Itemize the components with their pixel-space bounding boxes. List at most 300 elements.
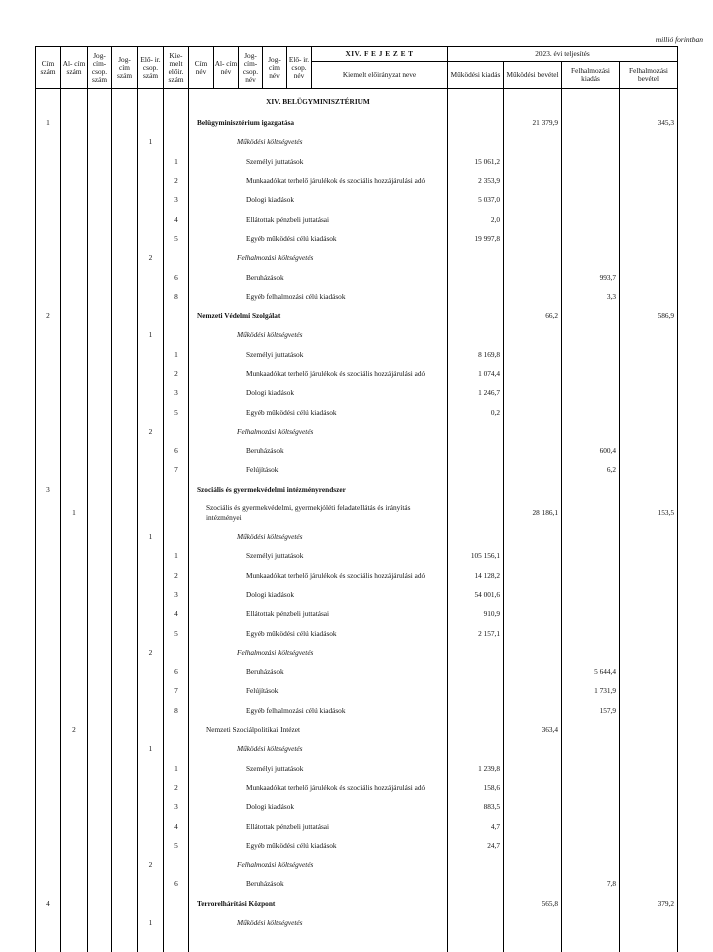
mukodesi-kiadas-value: [448, 499, 504, 527]
felhalmozasi-bevetel-value: [620, 585, 678, 604]
felhalmozasi-bevetel-value: [620, 460, 678, 479]
header-felhalmozasi-bevetel: Felhalmozási bevétel: [620, 62, 678, 89]
eloircsop-number: [138, 546, 164, 565]
eloircsop-number: [138, 797, 164, 816]
felhalmozasi-kiadas-value: 1 731,9: [562, 681, 620, 700]
header-eloircsop-szam: Elő- ir. csop. szám: [138, 47, 164, 89]
mukodesi-bevetel-value: [504, 383, 562, 402]
kiemelt-number: [164, 913, 189, 932]
jogcimcsop-number: [88, 248, 112, 267]
table-row: [36, 422, 678, 441]
mukodesi-bevetel-value: [504, 132, 562, 151]
kiemelt-number: 7: [164, 460, 189, 479]
cim-number: [36, 287, 61, 306]
jogcim-number: [112, 480, 138, 499]
table-row: [36, 874, 678, 893]
header-alcim-szam: Al- cím szám: [61, 47, 88, 89]
cim-number: [36, 527, 61, 546]
felhalmozasi-bevetel-value: [620, 566, 678, 585]
alcim-number: [61, 566, 88, 585]
item-name: Szociális és gyermekvédelmi intézményrendszer: [189, 480, 448, 499]
jogcimcsop-number: [88, 345, 112, 364]
table-row: [36, 836, 678, 855]
item-name: Beruházások: [189, 874, 448, 893]
mukodesi-kiadas-value: 2 353,9: [448, 171, 504, 190]
felhalmozasi-bevetel-value: [620, 778, 678, 797]
table-row: [36, 248, 678, 267]
jogcim-number: [112, 248, 138, 267]
mukodesi-bevetel-value: [504, 460, 562, 479]
felhalmozasi-bevetel-value: [620, 152, 678, 171]
empty-cell: [36, 932, 61, 952]
felhalmozasi-kiadas-value: [562, 190, 620, 209]
felhalmozasi-bevetel-value: [620, 480, 678, 499]
eloircsop-number: [138, 681, 164, 700]
eloircsop-number: [138, 480, 164, 499]
jogcimcsop-number: [88, 643, 112, 662]
jogcim-number: [112, 499, 138, 527]
eloircsop-number: [138, 364, 164, 383]
jogcim-number: [112, 190, 138, 209]
cim-number: [36, 913, 61, 932]
felhalmozasi-kiadas-value: [562, 546, 620, 565]
mukodesi-bevetel-value: [504, 836, 562, 855]
alcim-number: [61, 681, 88, 700]
kiemelt-number: [164, 855, 189, 874]
jogcim-number: [112, 720, 138, 739]
jogcim-number: [112, 855, 138, 874]
alcim-number: [61, 345, 88, 364]
jogcimcsop-number: [88, 383, 112, 402]
alcim-number: [61, 623, 88, 642]
item-name: Munkaadókat terhelő járulékok és szociális hozzájárulási adó: [189, 778, 448, 797]
alcim-number: [61, 480, 88, 499]
table-row-filler: [36, 932, 678, 952]
mukodesi-bevetel-value: 28 186,1: [504, 499, 562, 527]
table-row: [36, 132, 678, 151]
jogcim-number: [112, 836, 138, 855]
jogcimcsop-number: [88, 816, 112, 835]
cim-number: [36, 836, 61, 855]
jogcim-number: [112, 422, 138, 441]
kiemelt-number: 3: [164, 585, 189, 604]
eloircsop-number: [138, 441, 164, 460]
cim-number: [36, 816, 61, 835]
kiemelt-number: [164, 248, 189, 267]
table-row: [36, 267, 678, 286]
mukodesi-kiadas-value: 158,6: [448, 778, 504, 797]
kiemelt-number: [164, 325, 189, 344]
mukodesi-bevetel-value: [504, 855, 562, 874]
kiemelt-number: 6: [164, 441, 189, 460]
eloircsop-number: [138, 113, 164, 132]
felhalmozasi-bevetel-value: [620, 248, 678, 267]
cim-number: [36, 643, 61, 662]
jogcim-number: [112, 345, 138, 364]
alcim-number: [61, 662, 88, 681]
alcim-number: [61, 816, 88, 835]
eloircsop-number: [138, 267, 164, 286]
cim-number: [36, 739, 61, 758]
item-name: Működési költségvetés: [189, 527, 448, 546]
mukodesi-kiadas-value: 883,5: [448, 797, 504, 816]
jogcim-number: [112, 402, 138, 421]
table-header: [36, 47, 678, 89]
jogcim-number: [112, 460, 138, 479]
table-row: [36, 527, 678, 546]
felhalmozasi-kiadas-value: 993,7: [562, 267, 620, 286]
kiemelt-number: 1: [164, 152, 189, 171]
header-mukodesi-bevetel: Működési bevétel: [504, 62, 562, 89]
kiemelt-number: 7: [164, 681, 189, 700]
jogcimcsop-number: [88, 566, 112, 585]
eloircsop-number: [138, 701, 164, 720]
kiemelt-number: 8: [164, 287, 189, 306]
alcim-number: [61, 267, 88, 286]
eloircsop-number: 2: [138, 855, 164, 874]
mukodesi-kiadas-value: 24,7: [448, 836, 504, 855]
eloircsop-number: [138, 89, 164, 114]
jogcimcsop-number: [88, 132, 112, 151]
felhalmozasi-kiadas-value: [562, 797, 620, 816]
jogcimcsop-number: [88, 402, 112, 421]
alcim-number: [61, 874, 88, 893]
felhalmozasi-kiadas-value: [562, 364, 620, 383]
felhalmozasi-kiadas-value: [562, 604, 620, 623]
table-row: [36, 701, 678, 720]
felhalmozasi-bevetel-value: [620, 816, 678, 835]
jogcimcsop-number: [88, 585, 112, 604]
felhalmozasi-kiadas-value: [562, 422, 620, 441]
jogcim-number: [112, 527, 138, 546]
cim-number: [36, 364, 61, 383]
header-jogcimcsop-szam: Jog- cím- csop. szám: [88, 47, 112, 89]
item-name: Nemzeti Védelmi Szolgálat: [189, 306, 448, 325]
item-name: Működési költségvetés: [189, 913, 448, 932]
jogcimcsop-number: [88, 662, 112, 681]
jogcim-number: [112, 152, 138, 171]
felhalmozasi-bevetel-value: 345,3: [620, 113, 678, 132]
item-name: Beruházások: [189, 267, 448, 286]
jogcimcsop-number: [88, 267, 112, 286]
jogcimcsop-number: [88, 855, 112, 874]
kiemelt-number: 1: [164, 759, 189, 778]
cim-number: [36, 681, 61, 700]
felhalmozasi-kiadas-value: 3,3: [562, 287, 620, 306]
item-name: Ellátottak pénzbeli juttatásai: [189, 604, 448, 623]
item-name: XIV. BELÜGYMINISZTÉRIUM: [189, 89, 448, 114]
jogcimcsop-number: [88, 720, 112, 739]
mukodesi-kiadas-value: 14 128,2: [448, 566, 504, 585]
cim-number: [36, 604, 61, 623]
alcim-number: [61, 759, 88, 778]
mukodesi-bevetel-value: [504, 89, 562, 114]
mukodesi-kiadas-value: [448, 894, 504, 913]
eloircsop-number: 1: [138, 325, 164, 344]
item-name: Felújítások: [189, 681, 448, 700]
jogcim-number: [112, 681, 138, 700]
cim-number: [36, 209, 61, 228]
mukodesi-bevetel-value: [504, 267, 562, 286]
felhalmozasi-kiadas-value: [562, 152, 620, 171]
header-jogcim-nev: Jog- cím név: [263, 47, 287, 89]
item-name: Nemzeti Szociálpolitikai Intézet: [189, 720, 448, 739]
empty-cell: [620, 932, 678, 952]
table-row: [36, 643, 678, 662]
mukodesi-kiadas-value: [448, 739, 504, 758]
eloircsop-number: [138, 152, 164, 171]
item-name: Szociális és gyermekvédelmi, gyermekjóléti feladatellátás és irányítás intézményei: [189, 499, 448, 527]
felhalmozasi-kiadas-value: [562, 720, 620, 739]
alcim-number: [61, 229, 88, 248]
item-name: Egyéb működési célú kiadások: [189, 623, 448, 642]
alcim-number: [61, 364, 88, 383]
cim-number: 2: [36, 306, 61, 325]
table-row: [36, 89, 678, 114]
cim-number: [36, 248, 61, 267]
felhalmozasi-bevetel-value: [620, 229, 678, 248]
cim-number: [36, 152, 61, 171]
cim-number: [36, 171, 61, 190]
eloircsop-number: [138, 759, 164, 778]
cim-number: [36, 566, 61, 585]
felhalmozasi-kiadas-value: [562, 499, 620, 527]
eloircsop-number: [138, 604, 164, 623]
alcim-number: [61, 113, 88, 132]
mukodesi-kiadas-value: 5 037,0: [448, 190, 504, 209]
felhalmozasi-kiadas-value: 7,8: [562, 874, 620, 893]
mukodesi-kiadas-value: [448, 913, 504, 932]
table-row: [36, 681, 678, 700]
header-jogcimcsop-nev: Jog- cím- csop. név: [239, 47, 263, 89]
kiemelt-number: [164, 643, 189, 662]
jogcim-number: [112, 874, 138, 893]
felhalmozasi-kiadas-value: [562, 345, 620, 364]
felhalmozasi-kiadas-value: [562, 113, 620, 132]
cim-number: 4: [36, 894, 61, 913]
felhalmozasi-kiadas-value: [562, 480, 620, 499]
kiemelt-number: 2: [164, 566, 189, 585]
mukodesi-bevetel-value: [504, 209, 562, 228]
mukodesi-bevetel-value: [504, 546, 562, 565]
alcim-number: [61, 460, 88, 479]
alcim-number: [61, 171, 88, 190]
felhalmozasi-bevetel-value: 379,2: [620, 894, 678, 913]
felhalmozasi-kiadas-value: 6,2: [562, 460, 620, 479]
mukodesi-kiadas-value: [448, 132, 504, 151]
table-row: [36, 229, 678, 248]
item-name: Dologi kiadások: [189, 585, 448, 604]
item-name: Személyi juttatások: [189, 152, 448, 171]
alcim-number: [61, 739, 88, 758]
jogcim-number: [112, 209, 138, 228]
header-chapter: XIV. F E J E Z E T: [312, 47, 448, 62]
felhalmozasi-kiadas-value: [562, 816, 620, 835]
kiemelt-number: 5: [164, 623, 189, 642]
mukodesi-bevetel-value: [504, 402, 562, 421]
felhalmozasi-bevetel-value: [620, 604, 678, 623]
table-row: [36, 190, 678, 209]
cim-number: [36, 441, 61, 460]
table-row: [36, 480, 678, 499]
cim-number: [36, 402, 61, 421]
mukodesi-bevetel-value: [504, 566, 562, 585]
table-row: [36, 855, 678, 874]
header-cim-szam: Cím szám: [36, 47, 61, 89]
jogcim-number: [112, 287, 138, 306]
felhalmozasi-bevetel-value: [620, 797, 678, 816]
mukodesi-kiadas-value: [448, 460, 504, 479]
kiemelt-number: 3: [164, 383, 189, 402]
felhalmozasi-kiadas-value: [562, 402, 620, 421]
felhalmozasi-bevetel-value: [620, 89, 678, 114]
mukodesi-kiadas-value: 1 074,4: [448, 364, 504, 383]
jogcimcsop-number: [88, 527, 112, 546]
eloircsop-number: [138, 778, 164, 797]
table-row: [36, 604, 678, 623]
eloircsop-number: 1: [138, 739, 164, 758]
eloircsop-number: [138, 229, 164, 248]
jogcimcsop-number: [88, 113, 112, 132]
cim-number: 1: [36, 113, 61, 132]
alcim-number: [61, 585, 88, 604]
header-felhalmozasi-kiadas: Felhalmozási kiadás: [562, 62, 620, 89]
jogcim-number: [112, 441, 138, 460]
item-name: Felhalmozási költségvetés: [189, 643, 448, 662]
felhalmozasi-kiadas-value: [562, 566, 620, 585]
mukodesi-kiadas-value: [448, 89, 504, 114]
table-row: [36, 171, 678, 190]
mukodesi-bevetel-value: [504, 874, 562, 893]
felhalmozasi-bevetel-value: [620, 325, 678, 344]
kiemelt-number: 1: [164, 546, 189, 565]
mukodesi-bevetel-value: [504, 739, 562, 758]
cim-number: [36, 623, 61, 642]
kiemelt-number: 2: [164, 364, 189, 383]
felhalmozasi-bevetel-value: [620, 913, 678, 932]
item-name: Egyéb működési célú kiadások: [189, 402, 448, 421]
mukodesi-kiadas-value: [448, 287, 504, 306]
felhalmozasi-kiadas-value: [562, 585, 620, 604]
felhalmozasi-bevetel-value: [620, 267, 678, 286]
mukodesi-kiadas-value: [448, 325, 504, 344]
jogcim-number: [112, 132, 138, 151]
alcim-number: [61, 209, 88, 228]
jogcimcsop-number: [88, 460, 112, 479]
item-name: Dologi kiadások: [189, 797, 448, 816]
jogcimcsop-number: [88, 739, 112, 758]
jogcimcsop-number: [88, 623, 112, 642]
mukodesi-kiadas-value: [448, 306, 504, 325]
item-name: Működési költségvetés: [189, 325, 448, 344]
item-name: Beruházások: [189, 441, 448, 460]
mukodesi-kiadas-value: [448, 527, 504, 546]
felhalmozasi-bevetel-value: [620, 759, 678, 778]
alcim-number: [61, 152, 88, 171]
felhalmozasi-bevetel-value: [620, 441, 678, 460]
jogcim-number: [112, 913, 138, 932]
jogcimcsop-number: [88, 546, 112, 565]
alcim-number: [61, 287, 88, 306]
item-name: Felhalmozási költségvetés: [189, 855, 448, 874]
kiemelt-number: 5: [164, 836, 189, 855]
cim-number: [36, 778, 61, 797]
felhalmozasi-bevetel-value: 153,5: [620, 499, 678, 527]
mukodesi-bevetel-value: [504, 623, 562, 642]
kiemelt-number: [164, 739, 189, 758]
eloircsop-number: [138, 287, 164, 306]
jogcim-number: [112, 546, 138, 565]
felhalmozasi-bevetel-value: [620, 643, 678, 662]
kiemelt-number: [164, 480, 189, 499]
eloircsop-number: 1: [138, 913, 164, 932]
felhalmozasi-bevetel-value: [620, 132, 678, 151]
felhalmozasi-kiadas-value: [562, 171, 620, 190]
kiemelt-number: 2: [164, 171, 189, 190]
table-body: [36, 89, 678, 952]
item-name: Felhalmozási költségvetés: [189, 248, 448, 267]
mukodesi-bevetel-value: [504, 585, 562, 604]
mukodesi-kiadas-value: 1 239,8: [448, 759, 504, 778]
jogcim-number: [112, 325, 138, 344]
eloircsop-number: [138, 209, 164, 228]
eloircsop-number: [138, 874, 164, 893]
cim-number: [36, 499, 61, 527]
jogcim-number: [112, 643, 138, 662]
felhalmozasi-kiadas-value: [562, 739, 620, 758]
felhalmozasi-bevetel-value: [620, 402, 678, 421]
mukodesi-kiadas-value: 2 157,1: [448, 623, 504, 642]
jogcimcsop-number: [88, 422, 112, 441]
jogcimcsop-number: [88, 759, 112, 778]
table-row: [36, 152, 678, 171]
alcim-number: 1: [61, 499, 88, 527]
alcim-number: [61, 402, 88, 421]
empty-cell: [164, 932, 189, 952]
item-name: Működési költségvetés: [189, 739, 448, 758]
jogcim-number: [112, 662, 138, 681]
eloircsop-number: [138, 383, 164, 402]
jogcimcsop-number: [88, 874, 112, 893]
eloircsop-number: [138, 836, 164, 855]
item-name: Egyéb felhalmozási célú kiadások: [189, 287, 448, 306]
item-name: Ellátottak pénzbeli juttatásai: [189, 209, 448, 228]
eloircsop-number: [138, 585, 164, 604]
felhalmozasi-bevetel-value: [620, 874, 678, 893]
felhalmozasi-kiadas-value: 600,4: [562, 441, 620, 460]
jogcim-number: [112, 267, 138, 286]
item-name: Működési költségvetés: [189, 132, 448, 151]
mukodesi-bevetel-value: [504, 759, 562, 778]
mukodesi-kiadas-value: [448, 643, 504, 662]
eloircsop-number: [138, 720, 164, 739]
jogcim-number: [112, 816, 138, 835]
jogcim-number: [112, 778, 138, 797]
item-name: Egyéb felhalmozási célú kiadások: [189, 701, 448, 720]
kiemelt-number: [164, 527, 189, 546]
item-name: Egyéb működési célú kiadások: [189, 836, 448, 855]
jogcimcsop-number: [88, 604, 112, 623]
kiemelt-number: 3: [164, 190, 189, 209]
mukodesi-bevetel-value: [504, 778, 562, 797]
felhalmozasi-bevetel-value: [620, 364, 678, 383]
mukodesi-kiadas-value: 54 001,6: [448, 585, 504, 604]
alcim-number: [61, 325, 88, 344]
item-name: Munkaadókat terhelő járulékok és szociális hozzájárulási adó: [189, 364, 448, 383]
felhalmozasi-kiadas-value: [562, 229, 620, 248]
alcim-number: [61, 546, 88, 565]
eloircsop-number: [138, 190, 164, 209]
